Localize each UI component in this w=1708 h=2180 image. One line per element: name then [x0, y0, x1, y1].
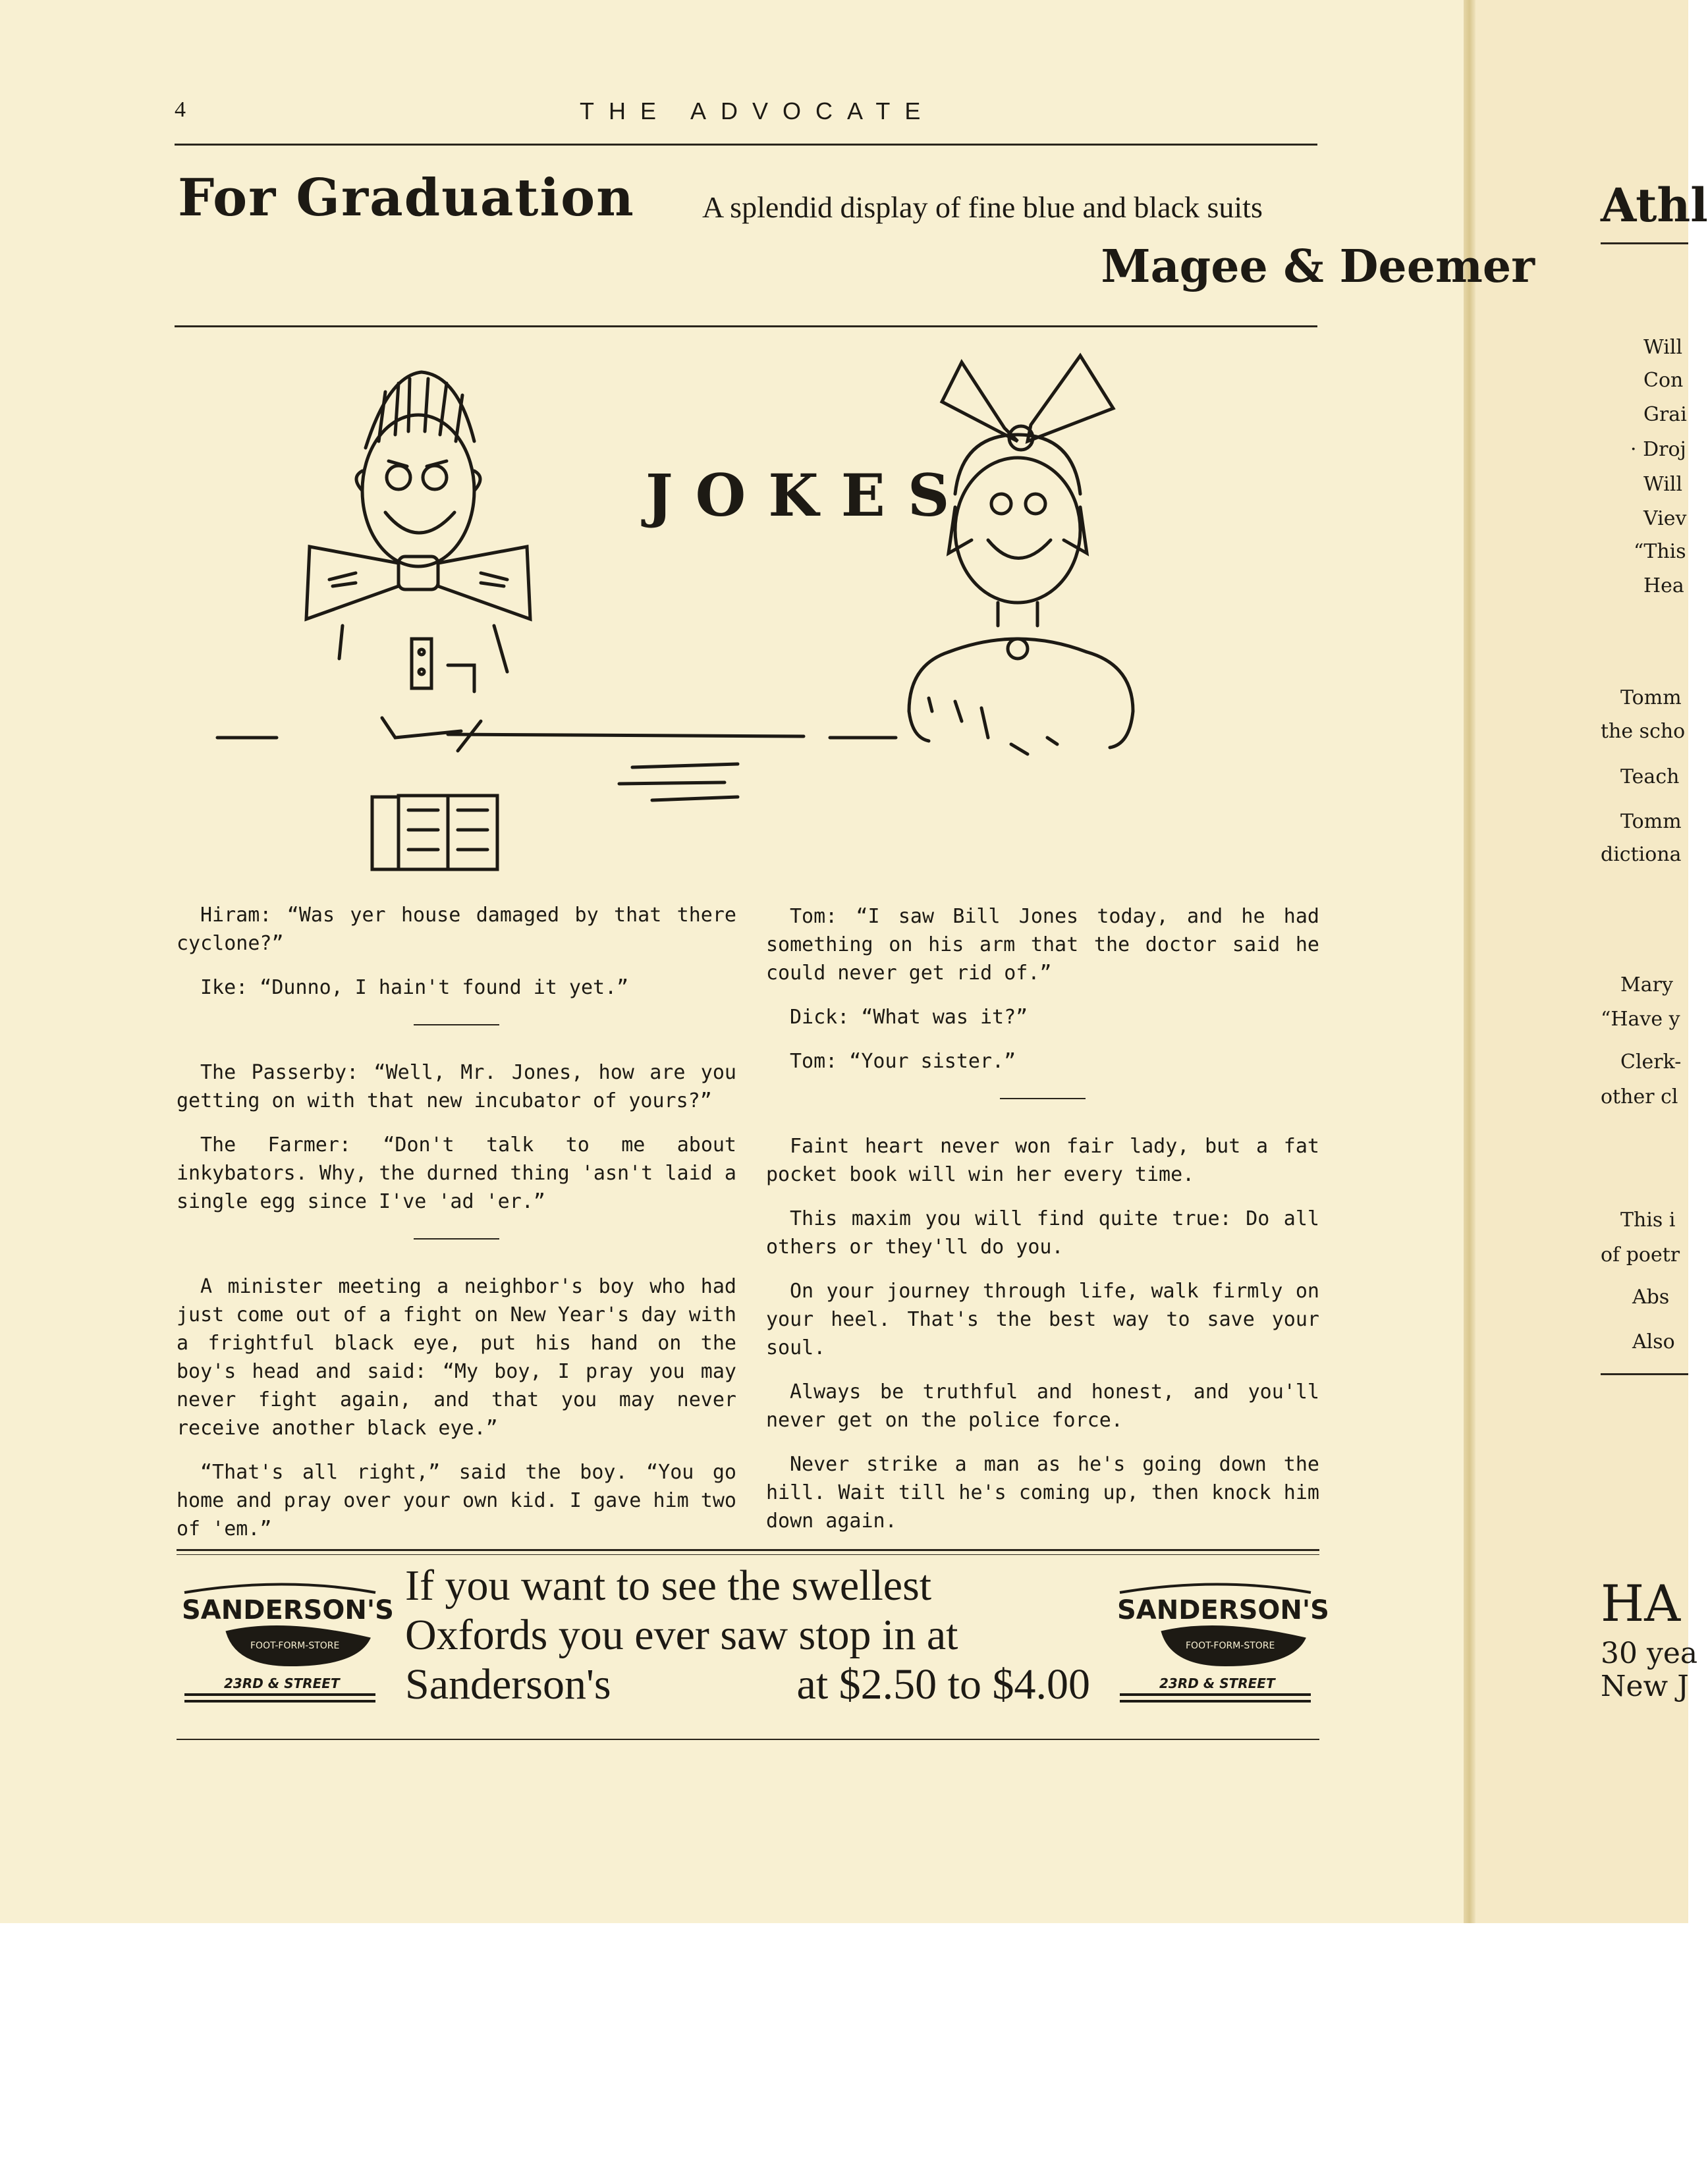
- next-page-line: Clerk-: [1620, 1050, 1682, 1074]
- next-page-line: Hea: [1643, 574, 1684, 597]
- next-page-line: Con: [1643, 369, 1684, 392]
- joke-paragraph: “That's all right,” said the boy. “You go home and pray over your own kid. I gave him two of 'em.”: [177, 1461, 736, 1540]
- joke-paragraph: Tom: “I saw Bill Jones today, and he had something on his arm that the doctor said he could never get rid of.”: [766, 905, 1319, 985]
- jokes-cartoon-illustration: [198, 342, 1304, 883]
- next-page-line: Viev: [1643, 507, 1687, 530]
- sanderson-ad-text: [405, 1561, 1090, 1709]
- sanderson-logo-left: [178, 1573, 394, 1711]
- joke-paragraph: Always be truthful and honest, and you'll never get on the police force.: [766, 1380, 1319, 1432]
- next-page-line: the scho: [1601, 720, 1686, 743]
- sanderson-logo-right: [1113, 1573, 1329, 1711]
- graduation-tagline: A splendid display of fine blue and black suits: [702, 190, 1263, 224]
- next-page-line: Will: [1643, 473, 1683, 496]
- ad-line-2: Oxfords you ever saw stop in at: [405, 1611, 958, 1659]
- masthead-title: THE ADVOCATE: [580, 97, 935, 124]
- sanderson-advertisement: [178, 1561, 1329, 1732]
- next-page-line: Abs: [1632, 1286, 1670, 1309]
- logo-street: 23RD & STREET: [224, 1676, 340, 1691]
- section-separator: [1000, 1098, 1086, 1099]
- ad-price: at $2.50 to $4.00: [796, 1660, 1090, 1708]
- next-page-heading: Athl: [1601, 178, 1708, 232]
- joke-paragraph: Tom: “Your sister.”: [790, 1050, 1016, 1073]
- next-page-line: dictiona: [1601, 843, 1682, 866]
- ad-line-1: If you want to see the swellest: [405, 1562, 932, 1610]
- next-page-line: Also: [1632, 1330, 1675, 1353]
- next-page-bottom-heading: HA: [1601, 1574, 1681, 1633]
- joke-paragraph: This maxim you will find quite true: Do all others or they'll do you.: [766, 1207, 1319, 1259]
- section-separator: [414, 1024, 499, 1025]
- logo-name: SANDERSON'S: [182, 1595, 394, 1625]
- next-page-rule: [1601, 242, 1688, 244]
- logo-banner: FOOT-FORM-STORE: [250, 1641, 340, 1651]
- next-page-line: of poetr: [1601, 1243, 1680, 1267]
- next-page-line: Grai: [1643, 403, 1687, 426]
- jokes-title: JOKES: [646, 461, 972, 530]
- graduation-firm: Magee & Deemer: [1101, 240, 1535, 293]
- ad-bottom-rule: [177, 1739, 1319, 1740]
- next-page-line: Tomm: [1620, 810, 1682, 833]
- logo-banner: FOOT-FORM-STORE: [1186, 1641, 1275, 1651]
- next-page-line: Mary: [1620, 973, 1673, 996]
- next-page-bottom-line: New J: [1601, 1670, 1689, 1703]
- next-page-rule-2: [1601, 1373, 1688, 1375]
- ad-line-3: [405, 1660, 1090, 1709]
- graduation-headline: For Graduation: [178, 168, 635, 228]
- section-separator: [414, 1238, 499, 1240]
- next-page-line: other cl: [1601, 1085, 1678, 1108]
- logo-name: SANDERSON'S: [1117, 1595, 1329, 1625]
- ad-top-rule: [177, 1549, 1319, 1551]
- header-rule: [175, 144, 1317, 146]
- page-number: 4: [175, 97, 186, 122]
- joke-paragraph: Dick: “What was it?”: [790, 1006, 1028, 1029]
- joke-paragraph: Never strike a man as he's going down the hill. Wait till he's coming up, then knock him down again.: [766, 1453, 1319, 1533]
- next-page-line: Tomm: [1620, 686, 1682, 709]
- joke-paragraph: The Farmer: “Don't talk to me about inkybators. Why, the durned thing 'asn't laid a single egg since I've 'ad 'er.”: [177, 1133, 736, 1213]
- next-page-line: · Droj: [1630, 438, 1686, 461]
- joke-paragraph: Ike: “Dunno, I hain't found it yet.”: [200, 976, 629, 999]
- ad-store-name: Sanderson's: [405, 1660, 611, 1708]
- ad-top-rule-thin: [177, 1554, 1319, 1555]
- jokes-left-column: [177, 901, 736, 1559]
- joke-paragraph: The Passerby: “Well, Mr. Jones, how are you getting on with that new incubator of yours?”: [177, 1061, 736, 1112]
- jokes-right-column: [766, 902, 1319, 1551]
- joke-paragraph: Faint heart never won fair lady, but a fat pocket book will win her every time.: [766, 1135, 1319, 1186]
- next-page-line: Teach: [1620, 765, 1680, 788]
- joke-paragraph: A minister meeting a neighbor's boy who had just come out of a fight on New Year's day with a frightful black eye, put his hand on the boy's head and said: “My boy, I pray you may never fight again, and that you may never receive another black eye.”: [177, 1275, 736, 1440]
- next-page-line: This i: [1620, 1209, 1676, 1232]
- next-page-line: “Have y: [1601, 1008, 1680, 1031]
- next-page-line: Will: [1643, 336, 1683, 359]
- joke-paragraph: Hiram: “Was yer house damaged by that there cyclone?”: [177, 904, 736, 955]
- next-page-bottom-line: 30 yea: [1601, 1637, 1698, 1670]
- next-page-line: “This: [1634, 540, 1686, 563]
- logo-street: 23RD & STREET: [1159, 1676, 1275, 1691]
- graduation-rule: [175, 325, 1317, 327]
- joke-paragraph: On your journey through life, walk firmly on your heel. That's the best way to save your soul.: [766, 1280, 1319, 1359]
